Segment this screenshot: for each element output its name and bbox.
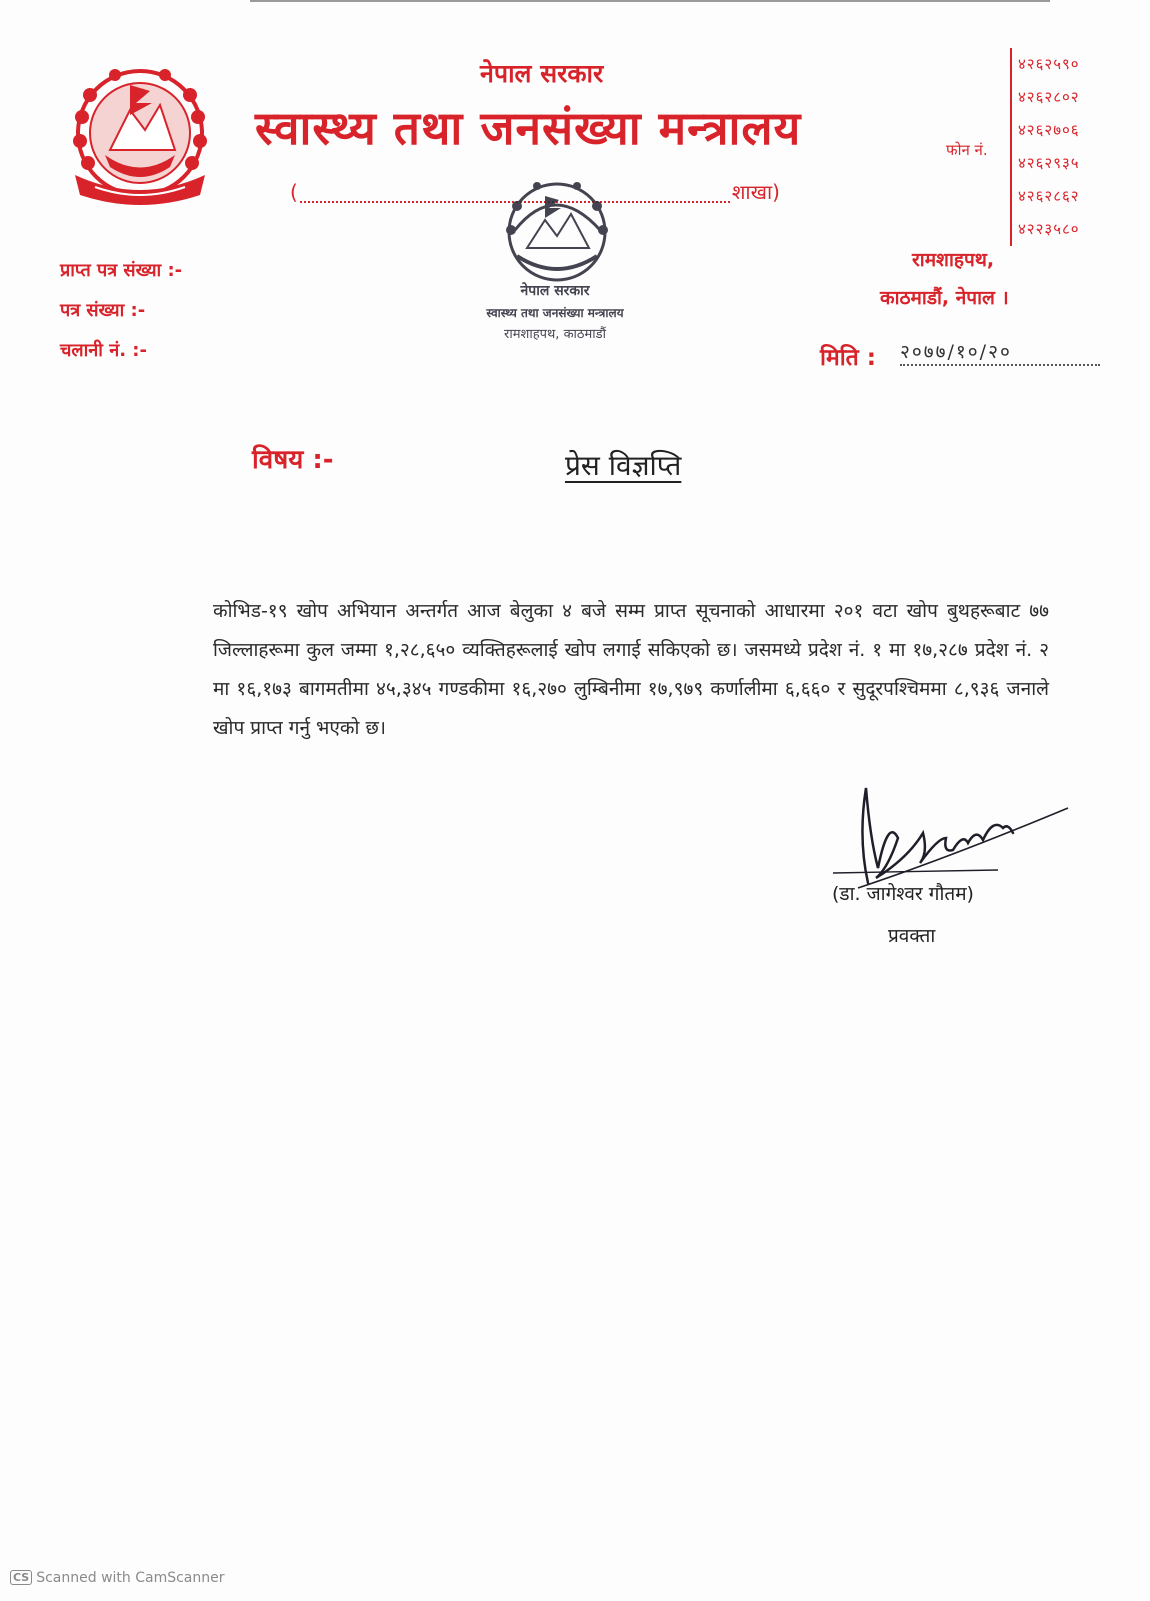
address-line-1: रामशाहपथ, (912, 249, 995, 271)
stamp-line-2: स्वास्थ्य तथा जनसंख्या मन्त्रालय (486, 306, 624, 320)
official-stamp-icon (455, 160, 655, 355)
received-letter-number: प्राप्त पत्र संख्या :- (60, 260, 183, 281)
signer-role: प्रवक्ता (888, 925, 936, 947)
branch-open: ( (290, 180, 298, 204)
press-release-body: कोभिड-१९ खोप अभियान अन्तर्गत आज बेलुका ४ बजे सम्म प्राप्त सूचनाको आधारमा २०१ वटा खोप बुथहरूबाट ७७ जिल्लाहरूमा कुल जम्मा १,२८,६५० व्यक्तिहरूलाई खोप लगाई सकिएको छ। जसमध्ये प्रदेश नं. १ मा १७,२८७ प्रदेश नं. २ मा १६,१७३ बागमतीमा ४५,३४५ गण्डकीमा १६,२७० लुम्बिनीमा १७,९७९ कर्णालीमा ६,६६० र सुदूरपश्चिममा ८,९३६ जनाले खोप प्राप्त गर्नु भएको छ। (213, 600, 1049, 739)
date-value: २०७७/१०/२० (900, 338, 1100, 366)
stamp-line-1: नेपाल सरकार (520, 283, 590, 299)
scanner-watermark (10, 1570, 225, 1586)
dispatch-number: चलानी नं. :- (60, 340, 147, 361)
address-line-2: काठमाडौं, नेपाल । (880, 287, 1009, 309)
government-title: नेपाल सरकार (480, 59, 604, 88)
phone-list (1010, 48, 1080, 246)
phone-number: ४२६२७०६ (1018, 121, 1080, 139)
branch-label: शाखा) (731, 180, 780, 204)
scan-edge-line (250, 0, 1050, 2)
scanner-text: Scanned with CamScanner (36, 1570, 225, 1586)
subject-label: विषय :- (252, 445, 334, 475)
phone-number: ४२६२८६२ (1018, 187, 1080, 205)
signer-name: (डा. जागेश्वर गौतम) (832, 883, 974, 905)
stamp-line-3: रामशाहपथ, काठमाडौं (504, 327, 606, 342)
subject-title: प्रेस विज्ञप्ति (565, 449, 682, 482)
date-label: मिति : (820, 345, 876, 371)
phone-number: ४२२३५८० (1018, 220, 1080, 238)
ministry-title: स्वास्थ्य तथा जनसंख्या मन्त्रालय (255, 101, 802, 155)
phone-label: फोन नं. (946, 141, 988, 159)
camscanner-logo-icon: CS (10, 1570, 32, 1585)
phone-number: ४२६२५९० (1018, 55, 1080, 73)
phone-number: ४२६२८०२ (1018, 88, 1080, 106)
letter-number: पत्र संख्या :- (60, 300, 146, 321)
nepal-emblem-icon (60, 55, 220, 215)
phone-number: ४२६२९३५ (1018, 154, 1080, 172)
